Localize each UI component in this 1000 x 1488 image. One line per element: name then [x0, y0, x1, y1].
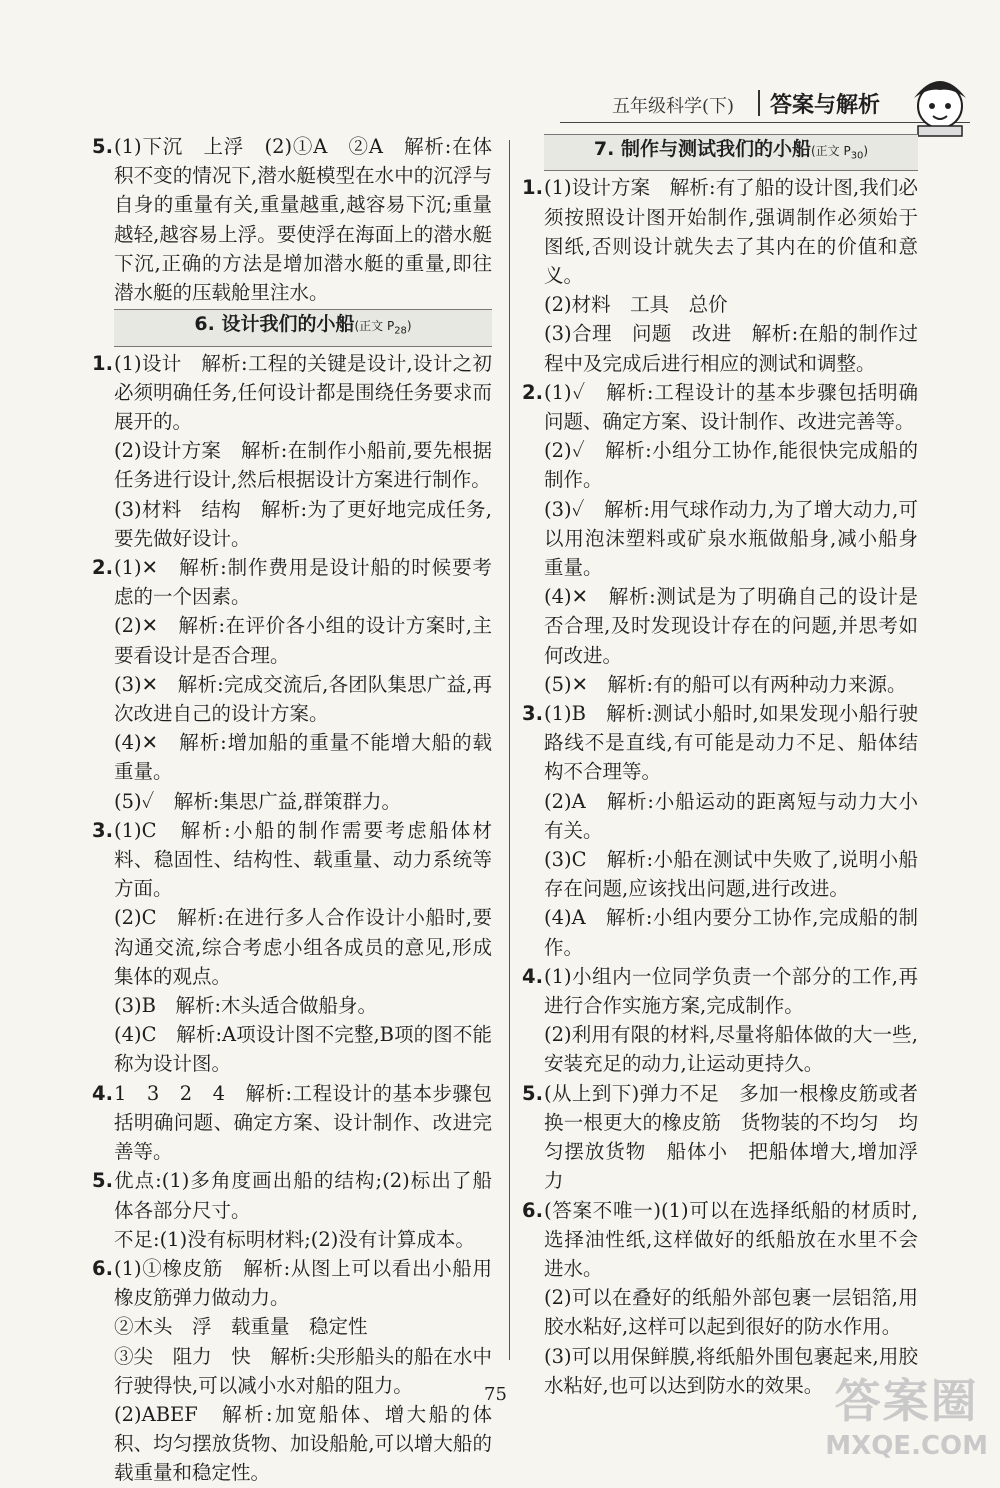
answer-text: 不足:(1)没有标明材料;(2)没有计算成本。: [114, 1227, 475, 1251]
answer-text: (1)下沉 上浮 (2)①A ②A 解析:在体积不变的情况下,潜水艇模型在水中的沉浮与自身的重量有关,重量越重,越容易下沉;重量越轻,越容易上浮。要使浮在海面上的潜水艇下沉,正确的方法是增加潜水艇的重量,即往潜水艇的压载舱里注水。: [114, 135, 492, 305]
answer-item: [522, 1079, 918, 1196]
answer-text: (2)可以在叠好的纸船外部包裹一层铝箔,用胶水粘好,这样可以起到很好的防水作用。: [544, 1286, 918, 1339]
answer-text: (1)设计 解析:工程的关键是设计,设计之初必须明确任务,任何设计都是围绕任务要求而展开的。: [114, 351, 492, 434]
answer-text: (3)可以用保鲜膜,将纸船外围包裹起来,用胶水粘好,也可以达到防水的效果。: [544, 1344, 918, 1397]
watermark-logo: [825, 1365, 988, 1461]
answer-text: (1)✕ 解析:制作费用是设计船的时候要考虑的一个因素。: [114, 556, 492, 609]
section-title: 6. 设计我们的小船: [194, 313, 355, 336]
answer-text: (2)设计方案 解析:在制作小船前,要先根据任务进行设计,然后根据设计方案进行制作。: [114, 439, 492, 492]
answer-item: [92, 1254, 492, 1488]
column-divider: [509, 140, 510, 1360]
left-column: [92, 132, 492, 1488]
answer-text: ③尖 阻力 快 解析:尖形船头的船在水中行驶得快,可以减小水对船的阻力。: [114, 1344, 492, 1397]
answer-item: [522, 173, 918, 377]
question-number: 2.: [522, 380, 543, 404]
answer-text: (3)✓ 解析:用气球作动力,为了增大动力,可以用泡沫塑料或矿泉水瓶做船身,减小船身重量。: [544, 497, 918, 580]
section-heading: [544, 134, 918, 171]
answer-text: (1)C 解析:小船的制作需要考虑船体材料、稳固性、结构性、载重量、动力系统等方面。: [114, 818, 492, 901]
answer-text: (3)材料 结构 解析:为了更好地完成任务,要先做好设计。: [114, 497, 492, 550]
section-ref-end: ): [406, 319, 412, 334]
answer-text: (1)✓ 解析:工程设计的基本步骤包括明确问题、确定方案、设计制作、改进完善等。: [544, 380, 918, 434]
answer-text: (答案不唯一)(1)可以在选择纸船的材质时,选择油性纸,这样做好的纸船放在水里不会进水。: [544, 1198, 918, 1280]
section-ref: (正文 P: [810, 144, 851, 158]
answer-item: [92, 1166, 492, 1254]
answer-text: ②木头 浮 载重量 稳定性: [114, 1315, 368, 1339]
question-number: 1.: [522, 176, 543, 200]
question-number: 5.: [522, 1081, 543, 1105]
answer-item: [92, 553, 492, 816]
answer-text: (2)✕ 解析:在评价各小组的设计方案时,主要看设计是否合理。: [114, 614, 492, 667]
question-number: 4.: [522, 964, 543, 988]
header-title: 答案与解析: [770, 93, 881, 118]
question-number: 6.: [92, 1256, 113, 1280]
answer-text: (2)A 解析:小船运动的距离短与动力大小有关。: [544, 789, 918, 842]
answer-text: (1)B 解析:测试小船时,如果发现小船行驶路线不是直线,有可能是动力不足、船体结构不合理等。: [544, 702, 918, 784]
answer-text: (3)B 解析:木头适合做船身。: [114, 994, 378, 1018]
question-number: 3.: [92, 818, 113, 842]
answer-text: (2)ABEF 解析:加宽船体、增大船的体积、均匀摆放货物、加设船舱,可以增大船的载重量和稳定性。: [114, 1402, 492, 1485]
answer-text: (4)A 解析:小组内要分工协作,完成船的制作。: [544, 906, 918, 959]
answer-item: [522, 699, 918, 962]
question-number: 6.: [522, 1198, 543, 1222]
answer-text: (3)✕ 解析:完成交流后,各团队集思广益,再次改进自己的设计方案。: [114, 672, 492, 726]
answer-text: (2)利用有限的材料,尽量将船体做的大一些,安装充足的动力,让运动更持久。: [544, 1023, 918, 1076]
answer-item: [522, 962, 918, 1079]
answer-text: (5)✓ 解析:集思广益,群策群力。: [114, 789, 401, 813]
answer-item: [92, 1079, 492, 1167]
answer-text: (3)C 解析:小船在测试中失败了,说明小船存在问题,应该找出问题,进行改进。: [544, 848, 918, 901]
question-number: 5.: [92, 135, 113, 158]
answer-text: 优点:(1)多角度画出船的结构;(2)标出了船体各部分尺寸。: [114, 1169, 492, 1222]
section-heading: [114, 309, 492, 346]
answer-text: (2)材料 工具 总价: [544, 293, 728, 317]
right-column: [522, 132, 918, 1400]
section-title: 7. 制作与测试我们的小船: [593, 138, 811, 160]
question-number: 2.: [92, 556, 113, 580]
answer-text: (从上到下)弹力不足 多加一根橡皮筋或者换一根更大的橡皮筋 货物装的不均匀 均匀摆放货物 船体小 把船体增大,增加浮力: [544, 1081, 918, 1193]
answer-text: (3)合理 问题 改进 解析:在船的制作过程中及完成后进行相应的测试和调整。: [544, 322, 918, 375]
question-number: 1.: [92, 351, 113, 375]
page-number: 75: [484, 1384, 507, 1405]
answer-item: [92, 349, 492, 553]
answer-text: (1)小组内一位同学负责一个部分的工作,再进行合作实施方案,完成制作。: [544, 964, 918, 1018]
answer-item: [92, 132, 492, 307]
header-subject: 五年级科学(下): [612, 96, 735, 117]
section-ref-page: 28: [394, 325, 407, 337]
answer-text: (4)✕ 解析:增加船的重量不能增大船的载重量。: [114, 731, 492, 784]
answer-text: (4)✕ 解析:测试是为了明确自己的设计是否合理,及时发现设计存在的问题,并思考如何改进。: [544, 585, 918, 667]
watermark-url: MXQE.COM: [825, 1431, 988, 1461]
header-separator: [758, 90, 760, 116]
answer-text: (5)✕ 解析:有的船可以有两种动力来源。: [544, 672, 907, 696]
section-ref-page: 30: [850, 150, 864, 162]
answer-text: (2)C 解析:在进行多人合作设计小船时,要沟通交流,综合考虑小组各成员的意见,形成集体的观点。: [114, 906, 492, 988]
answer-text: (4)C 解析:A项设计图不完整,B项的图不能称为设计图。: [114, 1023, 492, 1076]
section-ref: (正文 P: [354, 319, 395, 334]
answer-text: (2)✓ 解析:小组分工协作,能很快完成船的制作。: [544, 439, 918, 492]
watermark-text: 答案圈: [834, 1374, 979, 1428]
mascot-icon: [900, 62, 980, 142]
answer-text: (1)设计方案 解析:有了船的设计图,我们必须按照设计图开始制作,强调制作必须始于图纸,否则设计就失去了其内在的价值和意义。: [544, 176, 918, 287]
question-number: 4.: [92, 1081, 113, 1105]
answer-item: [92, 816, 492, 1079]
section-ref-end: ): [863, 144, 869, 158]
question-number: 5.: [92, 1169, 113, 1193]
answer-text: (1)①橡皮筋 解析:从图上可以看出小船用橡皮筋弹力做动力。: [114, 1256, 492, 1310]
answer-item: [522, 378, 918, 699]
question-number: 3.: [522, 702, 543, 726]
answer-text: 1 3 2 4 解析:工程设计的基本步骤包括明确问题、确定方案、设计制作、改进完善等。: [114, 1081, 492, 1164]
